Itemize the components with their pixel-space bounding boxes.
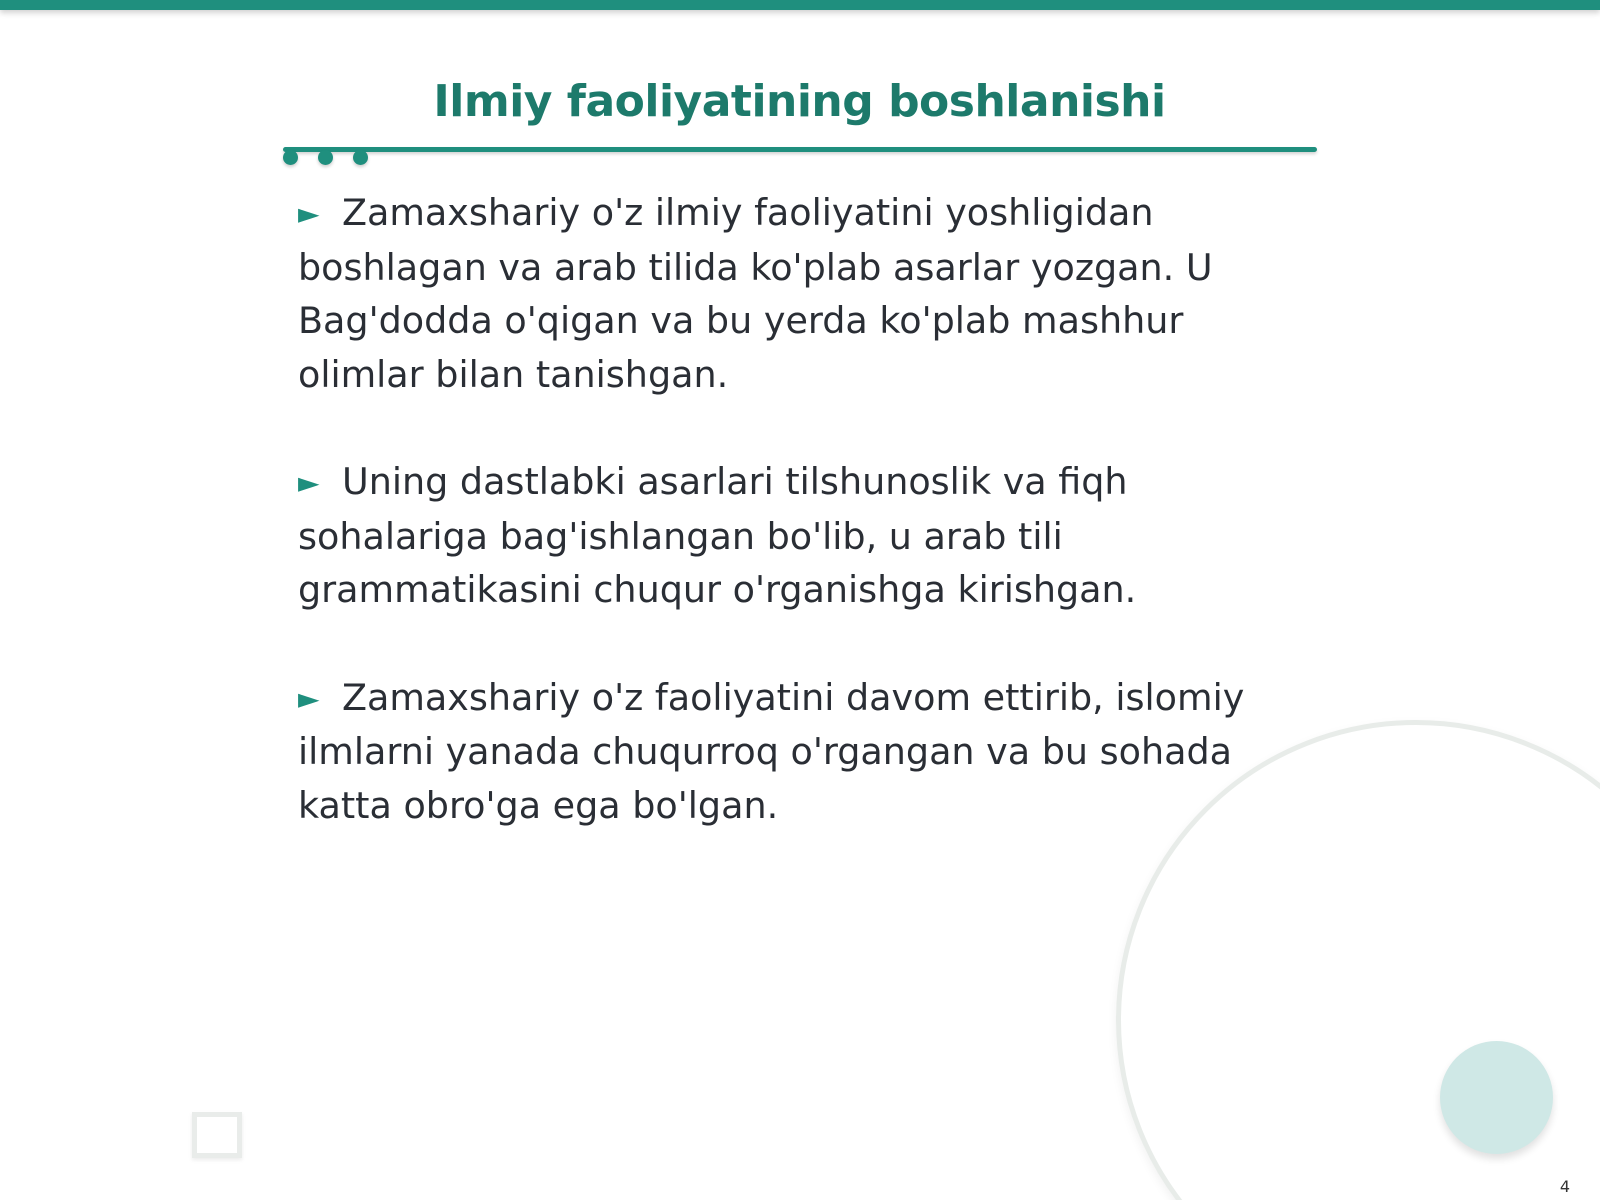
top-accent-bar xyxy=(0,0,1600,10)
underline-dot-3 xyxy=(353,150,368,165)
underline-dot-1 xyxy=(283,150,298,165)
underline-dot-2 xyxy=(318,150,333,165)
slide-title: Ilmiy faoliyatining boshlanishi xyxy=(433,76,1166,127)
decorative-circle xyxy=(1440,1041,1553,1154)
bullet-paragraph-1 xyxy=(298,186,1308,401)
title-underline xyxy=(283,147,1317,152)
triangle-right-icon: ► xyxy=(298,197,320,230)
triangle-right-icon: ► xyxy=(298,681,320,715)
paragraph-text: Zamaxshariy o'z ilmiy faoliyatini yoshligidan boshlagan va arab tilida ko'plab asarlar yozgan. U Bag'dodda o'qigan va bu yerda ko'plab mashhur olimlar bilan tanishgan. xyxy=(298,191,1213,396)
bullet-paragraph-3 xyxy=(298,671,1308,833)
page-number: 4 xyxy=(1559,1177,1570,1196)
slide-body xyxy=(298,186,1308,886)
paragraph-text: Zamaxshariy o'z faoliyatini davom ettirib, islomiy ilmlarni yanada chuqurroq o'rgangan va bu sohada katta obro'ga ega bo'lgan. xyxy=(298,675,1245,827)
decorative-square xyxy=(192,1112,242,1158)
paragraph-text: Uning dastlabki asarlari tilshunoslik va fiqh sohalariga bag'ishlangan bo'lib, u arab tili grammatikasini chuqur o'rganishga kirishgan. xyxy=(298,460,1137,611)
triangle-right-icon: ► xyxy=(298,466,320,499)
bullet-paragraph-2 xyxy=(298,455,1308,617)
